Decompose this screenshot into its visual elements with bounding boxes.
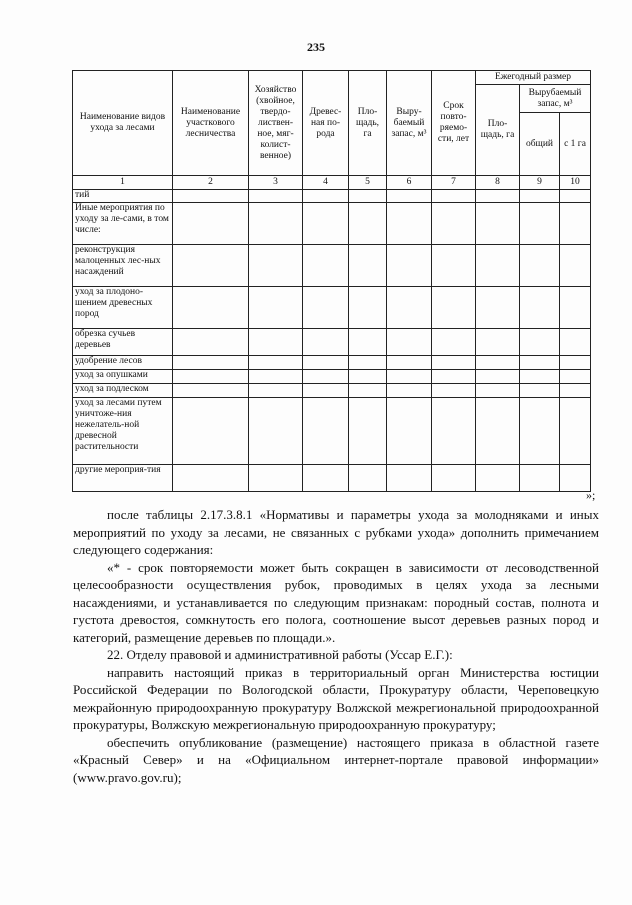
- table-row: [73, 356, 591, 370]
- row-label: тий: [73, 190, 173, 203]
- header-care-type: Наименование видов ухода за лесами: [73, 71, 173, 176]
- col-number: 7: [432, 176, 476, 190]
- paragraph: 22. Отделу правовой и административной работы (Уссар Е.Г.):: [107, 647, 453, 662]
- paragraph: «* - срок повторяемости может быть сокращен в зависимости от лесоводственной целесообразности осуществления рубок, проводимых в целях ухода за лесными насаждениями, и устанавливается по следующим признакам: породный состав, полнота и густота древостоя, сомкнутость его полога, соотношение высот деревьев разных пород и категорий, размещение деревьев по площади.».: [73, 559, 599, 645]
- row-label: другие мероприя-тия: [73, 465, 173, 492]
- paragraph: после таблицы 2.17.3.8.1 «Нормативы и параметры ухода за молодняками и иных мероприятий по уходу за лесами, не связанных с рубками ухода» дополнить примечанием следующего содержания:: [73, 507, 599, 557]
- table-row: [73, 398, 591, 465]
- header-volume-total: общий: [520, 113, 560, 176]
- row-label: реконструкция малоценных лес-ных насаждений: [73, 245, 173, 287]
- col-number: 8: [476, 176, 520, 190]
- header-annual-area: Пло-щадь, га: [476, 85, 520, 176]
- closing-quote: »;: [586, 488, 596, 502]
- col-number: 2: [173, 176, 249, 190]
- paragraph: направить настоящий приказ в территориальный орган Министерства юстиции Российской Федерации по Вологодской области, Прокуратуру области, Череповецкую межрайонную природоохранную прокуратуру Волжской межрегиональной природоохранной прокуратуры, Волжскую межрегиональную природоохранную прокуратуру;: [73, 664, 599, 732]
- header-volume-per-ha: с 1 га: [560, 113, 591, 176]
- row-label: уход за подлеском: [73, 384, 173, 398]
- row-label: уход за лесами путем уничтоже-ния нежелатель-ной древесной растительности: [73, 398, 173, 465]
- header-economy: Хозяйство (хвойное, твердо-листвен-ное, мяг-колист-венное): [249, 71, 303, 176]
- document-body: [73, 506, 599, 786]
- row-label: уход за плодоно-шением древесных пород: [73, 287, 173, 329]
- row-label: удобрение лесов: [73, 356, 173, 370]
- row-label: уход за опушками: [73, 370, 173, 384]
- col-number: 4: [303, 176, 349, 190]
- table-row: [73, 190, 591, 203]
- table-row: [73, 384, 591, 398]
- page-number: 235: [307, 40, 325, 54]
- col-number: 10: [560, 176, 591, 190]
- table-row: [73, 370, 591, 384]
- header-forestry: Наименование участкового лесничества: [173, 71, 249, 176]
- forest-care-table: [72, 70, 591, 492]
- col-number: 1: [73, 176, 173, 190]
- col-number: 3: [249, 176, 303, 190]
- header-annual-size: Ежегодный размер: [476, 71, 591, 85]
- header-repeat-period: Срок повто-ряемо-сти, лет: [432, 71, 476, 176]
- header-annual-volume: Вырубаемый запас, м³: [520, 85, 591, 113]
- table-row: [73, 203, 591, 245]
- table-row: [73, 287, 591, 329]
- header-species: Древес-ная по-рода: [303, 71, 349, 176]
- table-row: [73, 245, 591, 287]
- table-row: [73, 465, 591, 492]
- col-number: 6: [387, 176, 432, 190]
- col-number: 9: [520, 176, 560, 190]
- table-row: [73, 329, 591, 356]
- row-label: Иные мероприятия по уходу за ле-сами, в том числе:: [73, 203, 173, 245]
- header-volume: Выру-баемый запас, м³: [387, 71, 432, 176]
- header-area: Пло-щадь, га: [349, 71, 387, 176]
- paragraph: обеспечить опубликование (размещение) настоящего приказа в областной газете «Красный Север» и на «Официальном интернет-портале правовой информации» (www.pravo.gov.ru);: [73, 734, 599, 785]
- row-label: обрезка сучьев деревьев: [73, 329, 173, 356]
- col-number: 5: [349, 176, 387, 190]
